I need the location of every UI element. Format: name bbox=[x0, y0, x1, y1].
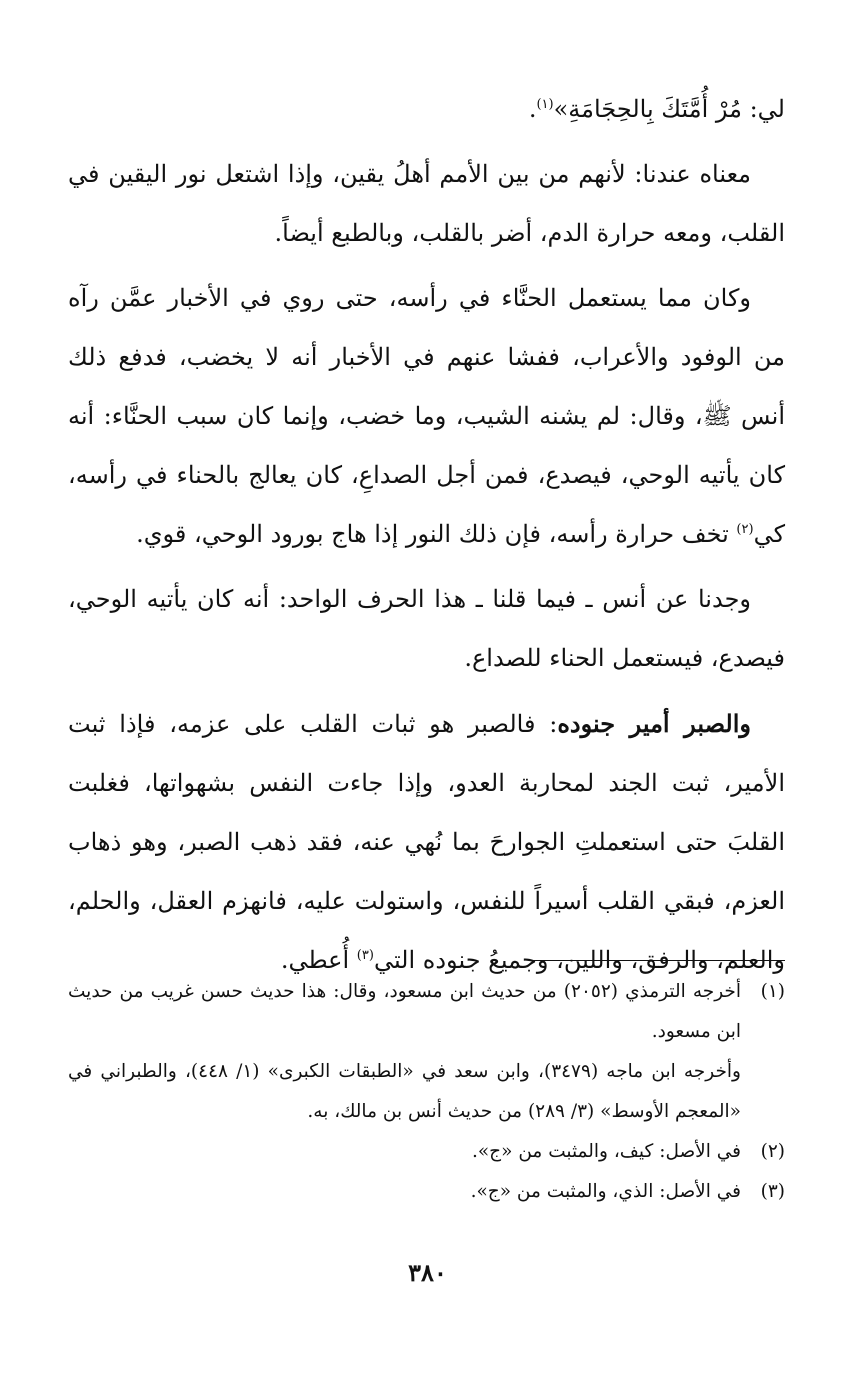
paragraph-2 bbox=[68, 269, 785, 564]
footnote-number: (١) bbox=[760, 981, 785, 1002]
footnote-number: (٢) bbox=[760, 1141, 785, 1162]
footnote-separator bbox=[530, 960, 785, 961]
paragraph-4-text-b: أُعطي. bbox=[280, 946, 357, 974]
paragraph-3: وجدنا عن أنس ـ فيما قلنا ـ هذا الحرف الواحد: أنه كان يأتيه الوحي، فيصدع، فيستعمل الحناء للصداع. bbox=[68, 585, 785, 672]
paragraph-1: معناه عندنا: لأنهم من بين الأمم أهلُ يقين، وإذا اشتعل نور اليقين في القلب، ومعه حرارة الدم، أضر بالقلب، وبالطبع أيضاً. bbox=[68, 160, 785, 247]
footnote-2 bbox=[68, 1132, 785, 1172]
paragraph-2-text-a: وكان مما يستعمل الحنَّاء في رأسه، حتى روي في الأخبار عمَّن رآه من الوفود والأعراب، ففشا عنهم في الأخبار أنه لا يخضب، فدفع ذلك أنس ﷺ، وقال: لم يشنه الشيب، وما خضب، وإنما كان سبب الحنَّاء: أنه كان يأتيه الوحي، فيصدع، فمن أجل الصداعِ، كان يعالج بالحناء في رأسه، كي bbox=[68, 284, 785, 548]
footnote-3 bbox=[68, 1172, 785, 1212]
page-body bbox=[68, 80, 785, 996]
footnotes bbox=[68, 972, 785, 1212]
opening-line bbox=[68, 80, 785, 139]
footnote-ref-3: (٣) bbox=[356, 948, 374, 963]
footnote-line: وأخرجه ابن ماجه (٣٤٧٩)، وابن سعد في «الطبقات الكبرى» (١/ ٤٤٨)، والطبراني في «المعجم الأوسط» (٣/ ٢٨٩) من حديث أنس بن مالك، به. bbox=[68, 1061, 741, 1122]
page-number: ٣٨٠ bbox=[408, 1258, 447, 1287]
line-end: . bbox=[528, 95, 537, 123]
paragraph-2-text-b: تخف حرارة رأسه، فإن ذلك النور إذا هاج بورود الوحي، قوي. bbox=[136, 520, 737, 548]
footnote-number: (٣) bbox=[760, 1181, 785, 1202]
main-text bbox=[68, 80, 785, 990]
footnote-text bbox=[68, 972, 741, 1132]
paragraph-4-text-a: : فالصبر هو ثبات القلب على عزمه، فإذا ثبت الأمير، ثبت الجند لمحاربة العدو، وإذا جاءت النفس بشهواتها، فغلبت القلبَ حتى استعملتِ الجوارحَ بما نُهي عنه، فقد ذهب الصبر، وهو ذهاب العزم، فبقي القلب أسيراً للنفس، واستولت عليه، فانهزم العقل، والحلم، والعلم، والرفق، واللين، وجميعُ جنوده التي bbox=[68, 710, 785, 974]
paragraph-4-heading: والصبر أمير جنوده bbox=[557, 709, 751, 738]
footnote-1 bbox=[68, 972, 785, 1132]
hadith-quote: لي: مُرْ أُمَّتَكَ بِالحِجَامَةِ» bbox=[553, 95, 785, 123]
footnote-ref-2: (٢) bbox=[736, 522, 754, 537]
footnote-line: في الأصل: الذي، والمثبت من «ج». bbox=[470, 1181, 741, 1202]
footnote-text bbox=[68, 1172, 741, 1212]
footnote-line: في الأصل: كيف، والمثبت من «ج». bbox=[471, 1141, 741, 1162]
footnote-text bbox=[68, 1132, 741, 1172]
footnote-line: أخرجه الترمذي (٢٠٥٢) من حديث ابن مسعود، وقال: هذا حديث حسن غريب من حديث ابن مسعود. bbox=[68, 981, 741, 1042]
paragraph-4 bbox=[68, 694, 785, 990]
footnote-ref-1: (١) bbox=[536, 97, 554, 112]
